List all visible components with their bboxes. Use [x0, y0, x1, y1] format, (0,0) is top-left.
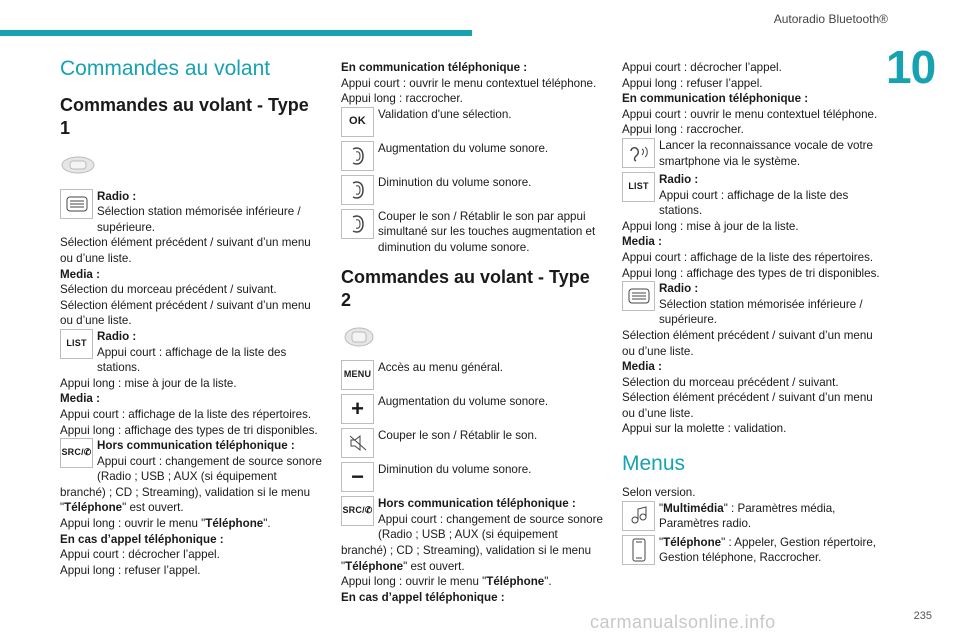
hors2-line1: Appui court : changement de source sonore (Radio ; USB ; AUX (si équipement branché) ; CD ; Streaming), validation si le menu "Téléphone" est ouvert. — [341, 512, 603, 573]
radio2-line1: Appui court : affichage de la liste des stations. — [97, 345, 287, 375]
hors-line2: Appui long : ouvrir le menu "Téléphone". — [60, 517, 271, 531]
telephone-text: "Téléphone" : Appeler, Gestion répertoire, Gestion téléphone, Raccrocher. — [659, 535, 877, 565]
menus-intro: Selon version. — [622, 486, 696, 500]
mute2-text: Couper le son / Rétablir le son. — [378, 429, 538, 443]
item-list3 — [622, 172, 888, 219]
item-wheel3 — [622, 281, 888, 328]
hors2-title: Hors communication téléphonique : — [378, 497, 576, 511]
chapter-number: 10 — [886, 41, 936, 93]
menu-icon: MENU — [341, 360, 374, 390]
radio2-line2: Appui long : mise à jour de la liste. — [60, 376, 237, 390]
voldown2-text: Diminution du volume sonore. — [378, 463, 532, 477]
subsection-title-type2: Commandes au volant - Type 2 — [341, 266, 590, 310]
item-volup2 — [341, 394, 603, 426]
media1-line1: Sélection du morceau précédent / suivant. — [60, 283, 277, 297]
item-mute — [341, 209, 603, 256]
comm-title: En communication téléphonique : — [341, 61, 528, 74]
c3-radio-line2: Appui long : mise à jour de la liste. — [622, 219, 799, 233]
c3-media2-line3: Appui sur la molette : validation. — [622, 422, 787, 436]
multimedia-icon — [622, 501, 655, 531]
media1-line2: Sélection élément précédent / suivant d’un menu ou d’une liste. — [60, 298, 311, 328]
item-multimedia — [622, 501, 888, 533]
media2-line1: Appui court : affichage de la liste des répertoires. — [60, 407, 312, 421]
volup-text: Augmentation du volume sonore. — [378, 141, 549, 155]
c3-radio-title: Radio : — [659, 172, 699, 186]
steering-control-illustration-icon — [60, 154, 96, 176]
steering-control-illustration-icon — [341, 326, 377, 348]
section-title-commandes: Commandes au volant — [60, 57, 271, 80]
c3-radio2-title: Radio : — [659, 282, 699, 296]
c3-media2-title: Media : — [622, 360, 662, 374]
c3-line1: Appui court : décrocher l’appel. — [622, 61, 782, 74]
item-voice — [622, 138, 888, 170]
section-title-menus: Menus — [622, 452, 686, 476]
voice-recognition-icon — [622, 138, 655, 168]
c3-radio2-line1: Sélection station mémorisée inférieure / supérieure. — [659, 297, 863, 327]
thumbwheel-icon — [622, 281, 655, 311]
src-phone-icon: SRC /✆ — [60, 438, 93, 468]
volume-down-wheel-icon — [341, 175, 374, 205]
hors2-line2: Appui long : ouvrir le menu "Téléphone". — [341, 575, 552, 589]
minus-icon: − — [341, 462, 374, 492]
column-1 — [60, 56, 322, 578]
item-telephone — [622, 535, 888, 567]
item-volup — [341, 141, 603, 173]
column-3 — [622, 60, 888, 567]
voldown-text: Diminution du volume sonore. — [378, 175, 532, 189]
watermark: carmanualsonline.info — [590, 612, 776, 632]
c3-media-line2: Appui long : affichage des types de tri disponibles. — [622, 266, 880, 280]
appel-line2: Appui long : refuser l’appel. — [60, 563, 201, 577]
list-icon: LIST — [622, 172, 655, 202]
media2-line2: Appui long : affichage des types de tri disponibles. — [60, 423, 318, 437]
list-icon: LIST — [60, 329, 93, 359]
media1-title: Media : — [60, 267, 100, 281]
radio1-title: Radio : — [97, 189, 137, 203]
menu-text: Accès au menu général. — [378, 361, 504, 375]
c3-media-title: Media : — [622, 235, 662, 249]
thumbwheel-icon — [60, 189, 93, 219]
item-voldown2 — [341, 462, 603, 494]
header-title: Autoradio Bluetooth® — [773, 12, 888, 26]
item-src2 — [341, 496, 603, 574]
c3-media2-line2: Sélection élément précédent / suivant d’un menu ou d’une liste. — [622, 391, 873, 420]
column-2 — [341, 60, 603, 605]
header-accent-bar — [0, 30, 472, 36]
appel2-title: En cas d’appel téléphonique : — [341, 590, 505, 604]
page-number: 235 — [913, 610, 932, 622]
mute-text: Couper le son / Rétablir le son par appui simultané sur les touches augmentation et diminution du volume sonore. — [378, 209, 596, 254]
volup2-text: Augmentation du volume sonore. — [378, 395, 549, 409]
subsection-title-type1: Commandes au volant - Type 1 — [60, 95, 309, 138]
item-radio-wheel — [60, 189, 322, 236]
c3-line2: Appui long : refuser l’appel. — [622, 76, 763, 90]
radio2-title: Radio : — [97, 329, 137, 343]
voice-text: Lancer la reconnaissance vocale de votre smartphone via le système. — [659, 138, 873, 168]
comm-line1: Appui court : ouvrir le menu contextuel téléphone. — [341, 76, 597, 90]
volume-up-wheel-icon — [341, 141, 374, 171]
c3-media2-line1: Sélection du morceau précédent / suivant. — [622, 375, 839, 389]
telephone-icon — [622, 535, 655, 565]
c3-media-line1: Appui court : affichage de la liste des répertoires. — [622, 250, 874, 264]
mute-wheel-icon — [341, 209, 374, 239]
plus-icon: + — [341, 394, 374, 424]
mute-speaker-icon — [341, 428, 374, 458]
item-src — [60, 438, 322, 516]
radio1-line1: Sélection station mémorisée inférieure / supérieure. — [97, 205, 301, 234]
ok-text: Validation d'une sélection. — [378, 107, 512, 121]
c3-comm-line2: Appui long : raccrocher. — [622, 123, 744, 137]
c3-radio-line1: Appui court : affichage de la liste des stations. — [659, 188, 849, 218]
comm-line2: Appui long : raccrocher. — [341, 92, 463, 106]
src-phone-icon: SRC /✆ — [341, 496, 374, 526]
appel-title: En cas d’appel téléphonique : — [60, 532, 224, 546]
item-list — [60, 329, 322, 376]
ok-icon: OK — [341, 107, 374, 137]
hors-line1: Appui court : changement de source sonore (Radio ; USB ; AUX (si équipement branché) ; CD ; Streaming), validation si le menu "Téléphone" est ouvert. — [60, 454, 322, 515]
multimedia-text: "Multimédia" : Paramètres média, Paramètres radio. — [659, 501, 836, 531]
appel-line1: Appui court : décrocher l’appel. — [60, 548, 220, 562]
c3-radio2-line2: Sélection élément précédent / suivant d’un menu ou d’une liste. — [622, 328, 873, 358]
c3-comm-line1: Appui court : ouvrir le menu contextuel téléphone. — [622, 107, 878, 121]
media2-title: Media : — [60, 392, 100, 406]
item-ok — [341, 107, 603, 139]
hors-title: Hors communication téléphonique : — [97, 439, 295, 453]
item-menu — [341, 360, 603, 392]
item-mute2 — [341, 428, 603, 460]
radio1-line2: Sélection élément précédent / suivant d’un menu ou d’une liste. — [60, 236, 311, 265]
c3-comm-title: En communication téléphonique : — [622, 92, 809, 106]
item-voldown — [341, 175, 603, 207]
